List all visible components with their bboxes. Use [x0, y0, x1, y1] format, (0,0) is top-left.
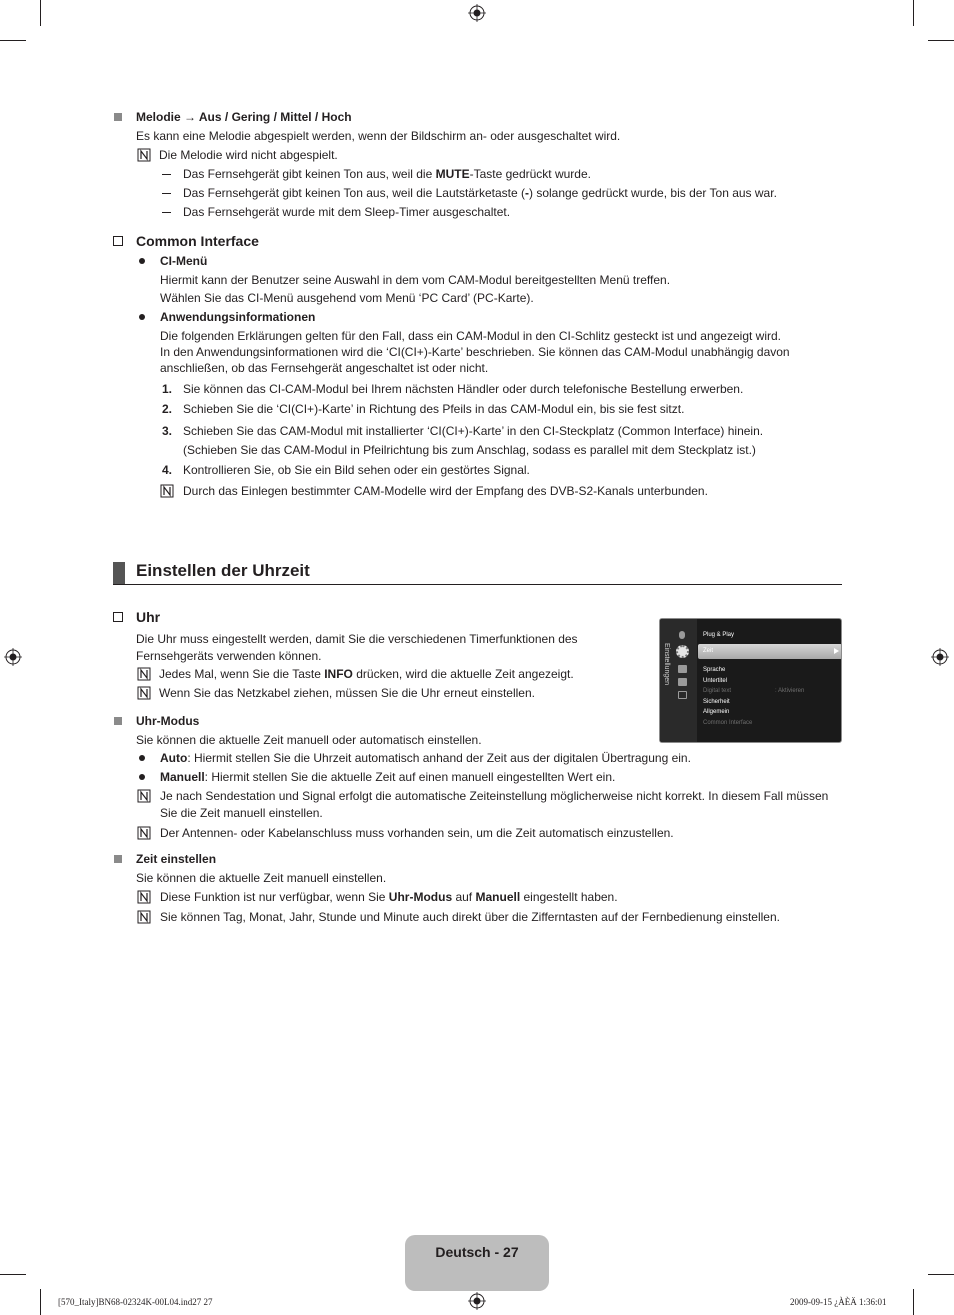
registration-mark-icon	[931, 648, 949, 666]
channel-icon	[678, 665, 687, 673]
settings-gear-icon	[676, 645, 689, 658]
app-info-line2: In den Anwendungsinformationen wird die ‘CI(CI+)-Karte’ beschrieben. Sie können das CAM-Modul unabhängig davon	[160, 345, 790, 359]
print-slug-left: [570_Italy]BN68-02324K-00L04.ind27 27	[58, 1297, 213, 1307]
crop-mark	[928, 40, 954, 41]
uhr-heading: Uhr	[136, 609, 161, 625]
app-info-line3: anschließen, ob das Fernsehgerät angeschaltet ist oder nicht.	[160, 361, 489, 375]
checkbox-bullet-icon	[113, 236, 123, 246]
melodie-dash-3: Das Fernsehgerät wurde mit dem Sleep-Timer ausgeschaltet.	[183, 205, 511, 219]
ci-menu-line2: Wählen Sie das CI-Menü ausgehend vom Menü ‘PC Card’ (PC-Karte).	[160, 291, 534, 305]
crop-mark	[0, 40, 26, 41]
step-text: Sie können das CI-CAM-Modul bei Ihrem nächsten Händler oder durch telefonische Bestellung erwerben.	[183, 382, 744, 396]
uhr-desc-line2: Fernsehgeräts verwenden können.	[136, 649, 322, 663]
tv-menu-item-selected[interactable]: Zeit	[698, 644, 842, 659]
note-icon	[137, 826, 151, 840]
step-number: 2.	[161, 402, 172, 416]
ci-note: Durch das Einlegen bestimmter CAM-Modelle wird der Empfang des DVB-S2-Kanals unterbunden.	[183, 484, 708, 498]
note-icon	[160, 484, 174, 498]
registration-mark-icon	[4, 648, 22, 666]
square-bullet-icon	[114, 717, 122, 725]
square-bullet-icon	[114, 113, 122, 121]
note-icon	[137, 148, 151, 162]
tv-menu-item[interactable]: Plug & Play	[703, 632, 735, 638]
step-text: Schieben Sie das CAM-Modul mit installierter ‘CI(CI+)-Karte’ in den CI-Steckplatz (Common Interface) hinein.	[183, 424, 764, 438]
tv-menu-sidebar	[660, 619, 697, 742]
square-bullet-icon	[114, 855, 122, 863]
note-icon	[137, 667, 151, 681]
tv-menu-side-label: Einstellungen	[663, 643, 670, 686]
uhr-modus-note-1-line2: Sie die Zeit manuell einstellen.	[160, 806, 323, 820]
round-bullet-icon	[139, 314, 145, 320]
note-icon	[137, 789, 151, 803]
zeit-einstellen-note-1: Diese Funktion ist nur verfügbar, wenn Sie Uhr-Modus auf Manuell eingestellt haben.	[160, 890, 618, 904]
print-slug-right: 2009-09-15 ¿ÀÈÄ 1:36:01	[790, 1297, 887, 1307]
uhr-modus-manuell: Manuell: Hiermit stellen Sie die aktuelle Zeit auf einen manuell eingestellten Wert ein.	[160, 770, 616, 784]
step-text: Schieben Sie die ‘CI(CI+)-Karte’ in Richtung des Pfeils in das CAM-Modul ein, bis sie fest sitzt.	[183, 402, 685, 416]
page-number: Deutsch - 27	[435, 1244, 519, 1260]
step-text: Kontrollieren Sie, ob Sie ein Bild sehen oder ein gestörtes Signal.	[183, 463, 530, 477]
uhr-note-2: Wenn Sie das Netzkabel ziehen, müssen Sie die Uhr erneut einstellen.	[159, 686, 535, 700]
round-bullet-icon	[139, 258, 145, 264]
dash-bullet	[162, 193, 171, 194]
crop-mark	[913, 0, 914, 26]
step-number: 1.	[161, 382, 172, 396]
uhr-modus-auto: Auto: Hiermit stellen Sie die Uhrzeit automatisch anhand der Zeit aus der digitalen Übertragung ein.	[160, 751, 691, 765]
round-bullet-icon	[139, 755, 145, 761]
application-icon	[678, 691, 687, 699]
uhr-modus-title: Uhr-Modus	[136, 714, 200, 728]
step-number: 3.	[161, 424, 172, 438]
section-rule	[113, 584, 842, 585]
registration-mark-icon	[468, 1292, 486, 1310]
registration-mark-icon	[468, 4, 486, 22]
crop-mark	[928, 1274, 954, 1275]
crop-mark	[0, 1274, 26, 1275]
tv-menu-item[interactable]: Sicherheit	[703, 699, 730, 705]
melodie-dash-2: Das Fernsehgerät gibt keinen Ton aus, weil die Lautstärketaste (-) solange gedrückt wurde, bis der Ton aus war.	[183, 186, 777, 200]
picture-icon	[679, 631, 685, 639]
uhr-modus-desc: Sie können die aktuelle Zeit manuell oder automatisch einstellen.	[136, 733, 482, 747]
uhr-modus-note-2: Der Antennen- oder Kabelanschluss muss vorhanden sein, um die Zeit automatisch einzustellen.	[160, 826, 674, 840]
uhr-note-1: Jedes Mal, wenn Sie die Taste INFO drücken, wird die aktuelle Zeit angezeigt.	[159, 667, 574, 681]
tv-menu-item[interactable]: Untertitel	[703, 678, 728, 684]
uhr-desc-line1: Die Uhr muss eingestellt werden, damit Sie die verschiedenen Timerfunktionen des	[136, 632, 578, 646]
dash-bullet	[162, 174, 171, 175]
round-bullet-icon	[139, 774, 145, 780]
tv-menu-item[interactable]: Digital text	[703, 688, 732, 694]
zeit-einstellen-note-2: Sie können Tag, Monat, Jahr, Stunde und Minute auch direkt über die Zifferntasten auf der Fernbedienung einstellen.	[160, 910, 780, 924]
tv-menu-item[interactable]: Allgemein	[703, 709, 730, 715]
crop-mark	[40, 0, 41, 26]
app-info-title: Anwendungsinformationen	[160, 310, 316, 324]
step-text-continued: (Schieben Sie das CAM-Modul in Pfeilrichtung bis zum Anschlag, sodass es parallel mit dem Steckplatz ist.)	[183, 443, 756, 457]
input-icon	[678, 678, 687, 686]
melodie-heading: Melodie → Aus / Gering / Mittel / Hoch	[136, 110, 352, 124]
step-number: 4.	[161, 463, 172, 477]
note-icon	[137, 686, 151, 700]
tv-menu-item[interactable]: Sprache	[703, 667, 726, 673]
ci-menu-title: CI-Menü	[160, 254, 208, 268]
arrow-right-icon	[834, 648, 839, 654]
ci-menu-line1: Hiermit kann der Benutzer seine Auswahl in dem vom CAM-Modul bereitgestellten Menü treffen.	[160, 273, 671, 287]
checkbox-bullet-icon	[113, 612, 123, 622]
crop-mark	[40, 1289, 41, 1315]
uhr-modus-note-1-line1: Je nach Sendestation und Signal erfolgt die automatische Zeiteinstellung möglicherweise nicht korrekt. In diesem Fall müssen	[160, 789, 829, 803]
common-interface-heading: Common Interface	[136, 233, 259, 249]
melodie-note: Die Melodie wird nicht abgespielt.	[159, 148, 338, 162]
melodie-desc: Es kann eine Melodie abgespielt werden, wenn der Bildschirm an- oder ausgeschaltet wird.	[136, 129, 621, 143]
note-icon	[137, 890, 151, 904]
section-title: Einstellen der Uhrzeit	[136, 561, 310, 580]
section-bar	[113, 562, 125, 584]
tv-menu-item[interactable]: Common Interface	[703, 720, 753, 726]
zeit-einstellen-desc: Sie können die aktuelle Zeit manuell einstellen.	[136, 871, 387, 885]
melodie-dash-1: Das Fernsehgerät gibt keinen Ton aus, weil die MUTE-Taste gedrückt wurde.	[183, 167, 591, 181]
tv-menu-screenshot	[659, 618, 842, 743]
zeit-einstellen-title: Zeit einstellen	[136, 852, 217, 866]
crop-mark	[913, 1289, 914, 1315]
note-icon	[137, 910, 151, 924]
app-info-line1: Die folgenden Erklärungen gelten für den Fall, dass ein CAM-Modul in den CI-Schlitz gesteckt ist und angezeigt wird.	[160, 329, 781, 343]
dash-bullet	[162, 212, 171, 213]
tv-menu-item-value: : Aktivieren	[775, 688, 805, 694]
